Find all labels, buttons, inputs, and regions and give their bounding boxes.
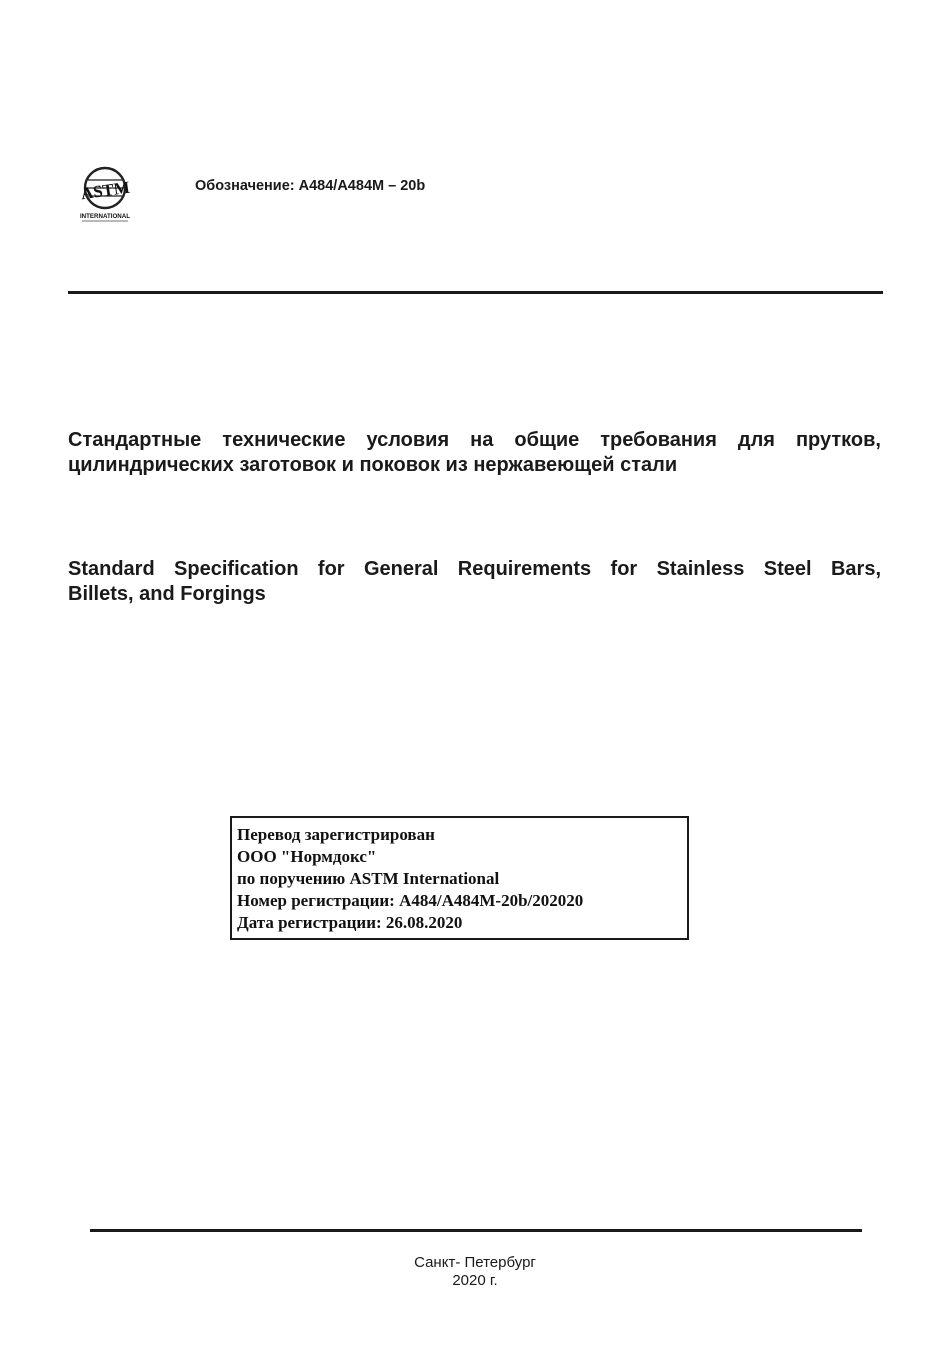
title-english (68, 557, 881, 607)
title-russian-line-1: Стандартные технические условия на общие требования для прутков, (68, 429, 881, 451)
registration-date: Дата регистрации: 26.08.2020 (237, 913, 463, 932)
title-english-line-1: Standard Specification for General Requirements for Stainless Steel Bars, (68, 558, 881, 580)
document-designation: Обозначение: A484/A484M – 20b (195, 178, 426, 194)
registration-stamp (230, 816, 689, 940)
title-russian-line-2: цилиндрических заготовок и поковок из нержавеющей стали (68, 454, 678, 476)
footer-year: 2020 г. (452, 1272, 498, 1289)
registration-line-1: Перевод зарегистрирован (237, 825, 435, 844)
bottom-divider (90, 1229, 862, 1232)
footer-city: Санкт- Петербург (414, 1254, 536, 1271)
registration-line-3: по поручению ASTM International (237, 869, 500, 888)
registration-line-2: ООО "Нормдокс" (237, 847, 377, 866)
registration-number: Номер регистрации: A484/A484M-20b/202020 (237, 891, 584, 910)
astm-logo-icon (78, 166, 132, 224)
title-russian (68, 428, 881, 478)
top-divider (68, 291, 883, 294)
svg-text:ASTM: ASTM (79, 177, 131, 204)
svg-text:INTERNATIONAL: INTERNATIONAL (79, 213, 131, 220)
title-english-line-2: Billets, and Forgings (68, 583, 266, 605)
